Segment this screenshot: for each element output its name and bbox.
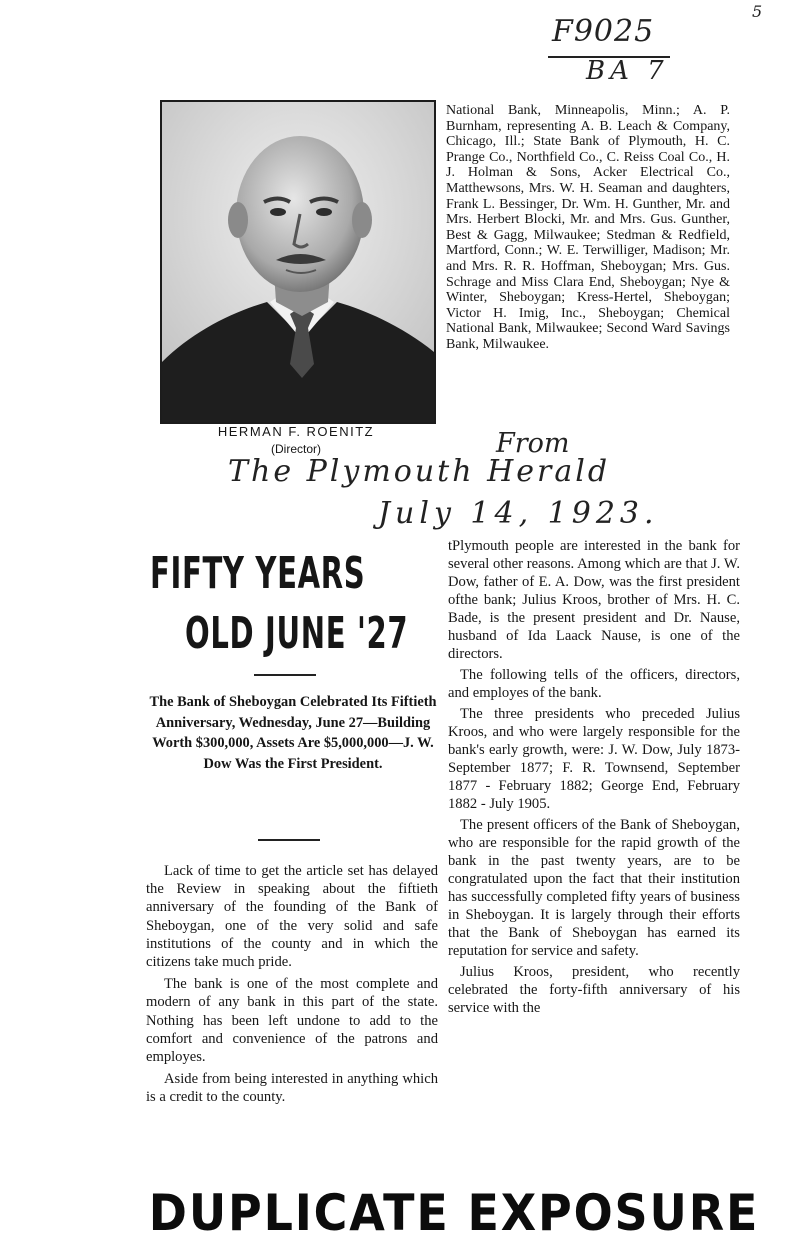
handwritten-source: The Plymouth Herald <box>228 454 611 489</box>
catalog-code-annotation: F9025 <box>552 14 655 49</box>
headline-line-2: OLD JUNE '27 <box>185 608 409 659</box>
article-paragraph: Lack of time to get the article set has delayed the Review in speaking about the fiftieth anniversary of the founding of the Bank of Sheboygan, one of the very solid and safe institutions of the county and in which the citizens take much pride. <box>146 863 438 971</box>
article-paragraph: Aside from being interested in anything which is a credit to the county. <box>146 1071 438 1106</box>
deck-divider <box>258 839 320 841</box>
article-paragraph: The present officers of the Bank of Sheboygan, who are responsible for the rapid growth of the bank in the past twenty years, are to be congratulated upon the fact that their institution has successfully completed fifty years of business in Sheboygan. It is largely through their efforts that the Bank of Sheboygan has earned its reputation for service and safety. <box>448 817 740 959</box>
headline-line-1: FIFTY YEARS <box>150 548 366 599</box>
catalog-sub-annotation: BA 7 <box>586 56 669 86</box>
photo-caption-name: HERMAN F. ROENITZ <box>217 424 375 439</box>
article-paragraph: The bank is one of the most complete and modern of any bank in this part of the state. Nothing has been left undone to add to the comfort and convenience of the patrons and employes. <box>146 976 438 1066</box>
portrait-photo <box>160 100 436 424</box>
article-paragraph: The three presidents who preceded Julius Kroos, and who were largely responsible for the bank's early growth, were: J. W. Dow, July 1873-September 1877; F. R. Townsend, September 1877 - February 1882; George End, February 1882 - July 1905. <box>448 706 740 812</box>
headline-divider <box>254 674 316 676</box>
photo-caption-role: (Director) <box>271 442 321 456</box>
article-paragraph: tPlymouth people are interested in the bank for several other reasons. Among which are that J. W. Dow, father of E. A. Dow, was the first president ofthe bank; Julius Kroos, brother of Mrs. H. C. Bade, is the present president and Dr. Nause, husband of Ida Laack Nause, is one of the directors. <box>448 538 740 662</box>
article-right-column <box>448 537 740 1020</box>
article-left-column <box>146 862 438 1111</box>
article-deck: The Bank of Sheboygan Celebrated Its Fiftieth Anniversary, Wednesday, June 27—Building Worth $300,000, Assets Are $5,000,000—J. W. Dow Was the First President. <box>149 694 437 772</box>
handwritten-from: From <box>496 428 570 459</box>
page-mark: 5 <box>752 2 763 21</box>
attendee-list-text: National Bank, Minneapolis, Minn.; A. P. Burnham, representing A. B. Leach & Company, Chicago, Ill.; State Bank of Plymouth, H. C. Prange Co., Northfield Co., C. Reiss Coal Co., H. J. Holman & Sons, Acker Electrical Co., Matthewsons, Mrs. W. H. Seaman and daughters, Frank L. Bessinger, Dr. Wm. H. Gunther, Mr. and Mrs. Herbert Blocki, Mr. and Mrs. Gus. Gunther, Best & Gagg, Milwaukee; Stedman & Redfield, Martford, Conn.; W. E. Terwilliger, Madison; Mr. and Mrs. R. R. Hoffman, Sheboygan; Mrs. Gus. Schrage and Miss Clara End, Sheboygan; Nye & Winter, Sheboygan; Kress-Hertel, Sheboygan; Victor H. Imig, Inc., Sheboygan; Chemical National Bank, Milwaukee; Second Ward Savings Bank, Milwaukee. <box>446 103 730 352</box>
handwritten-date: July 14, 1923. <box>378 496 659 531</box>
article-paragraph: Julius Kroos, president, who recently celebrated the forty-fifth anniversary of his service with the <box>448 964 740 1016</box>
duplicate-exposure-stamp: DUPLICATE EXPOSURE <box>148 1184 760 1242</box>
attendee-list-column <box>446 103 730 353</box>
portrait-illustration <box>162 102 434 422</box>
article-paragraph: The following tells of the officers, directors, and employes of the bank. <box>448 667 740 701</box>
